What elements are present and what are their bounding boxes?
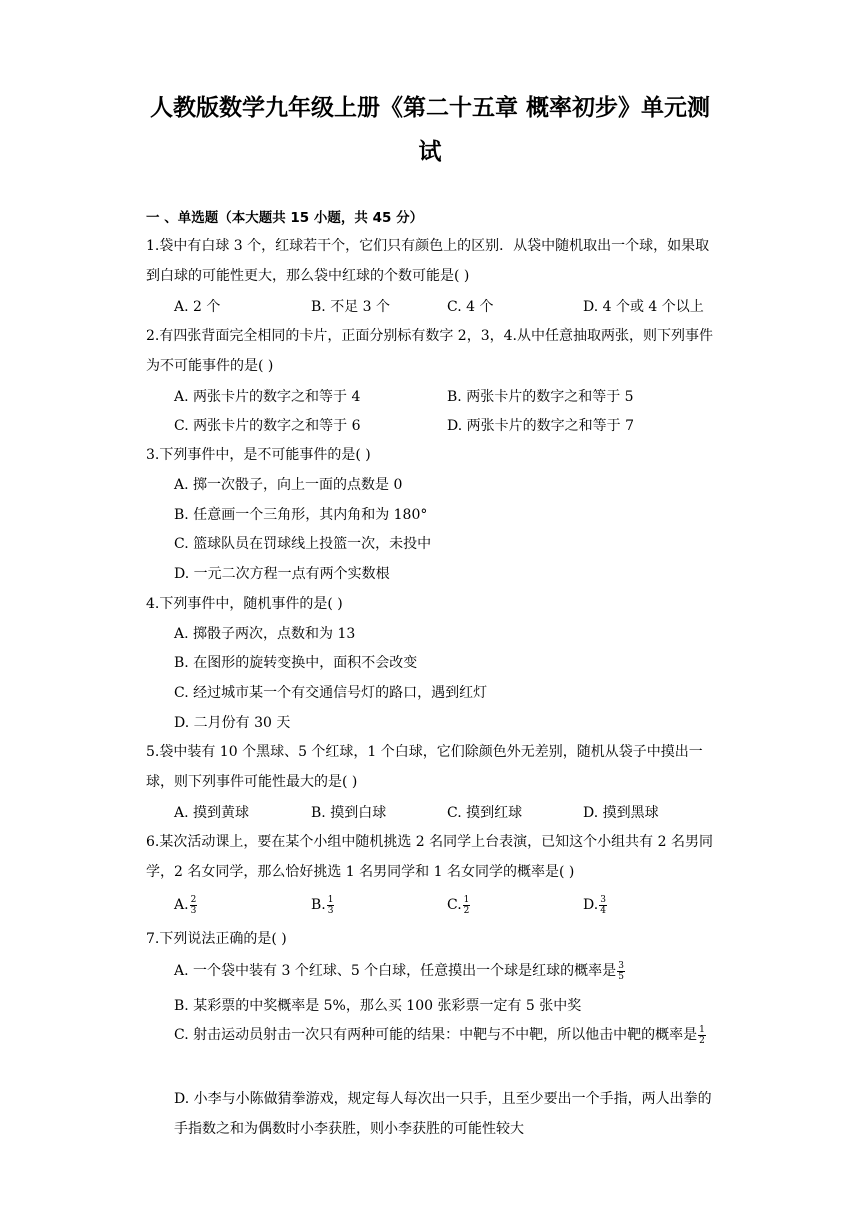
question-5-option-b[interactable]: B. 摸到白球 — [311, 805, 387, 821]
question-2-options-row2 — [174, 411, 719, 441]
question-2-option-c[interactable]: C. 两张卡片的数字之和等于 6 — [174, 418, 361, 434]
question-5-stem: 5.袋中装有 10 个黑球、5 个红球，1 个白球，它们除颜色外无差别，随机从袋子中摸出一球，则下列事件可能性最大的是( ) — [146, 744, 703, 790]
fraction-denominator: 5 — [618, 971, 624, 982]
question-3-option-a[interactable]: A. 掷一次骰子，向上一面的点数是 0 — [174, 477, 403, 493]
question-3-option-c[interactable]: C. 篮球队员在罚球线上投篮一次，未投中 — [174, 536, 432, 552]
question-7-option-b[interactable] — [174, 992, 719, 1022]
question-2-option-a[interactable]: A. 两张卡片的数字之和等于 4 — [174, 389, 361, 405]
question-6-option-b[interactable] — [311, 890, 335, 920]
question-2-option-d[interactable]: D. 两张卡片的数字之和等于 7 — [447, 418, 634, 434]
question-5-option-a[interactable]: A. 摸到黄球 — [174, 805, 250, 821]
question-6-option-a[interactable] — [174, 890, 198, 920]
option-label: A. — [174, 897, 189, 913]
fraction-numerator: 1 — [699, 1024, 705, 1035]
question-7-option-a[interactable] — [174, 957, 719, 987]
question-5-options — [174, 798, 719, 828]
fraction-denominator: 3 — [190, 905, 197, 916]
fraction-numerator: 2 — [190, 894, 197, 905]
question-4-option-a[interactable]: A. 掷骰子两次，点数和为 13 — [174, 626, 356, 642]
option-label: C. — [447, 897, 462, 913]
question-1-stem: 1.袋中有白球 3 个，红球若干个，它们只有颜色上的区别．从袋中随机取出一个球，如果取到白球的可能性更大，那么袋中红球的个数可能是( ) — [146, 238, 710, 284]
question-2-stem: 2.有四张背面完全相同的卡片，正面分别标有数字 2，3，4.从中任意抽取两张，则下列事件为不可能事件的是( ) — [146, 328, 713, 374]
fraction-numerator: 3 — [618, 960, 624, 971]
option-text: B. 某彩票的中奖概率是 5%，那么买 100 张彩票一定有 5 张中奖 — [174, 998, 582, 1014]
question-3-option-d[interactable]: D. 一元二次方程一点有两个实数根 — [174, 566, 390, 582]
question-5-option-c[interactable]: C. 摸到红球 — [447, 805, 523, 821]
question-1-options — [174, 292, 719, 322]
question-1-option-c[interactable]: C. 4 个 — [447, 299, 494, 315]
option-text: D. 小李与小陈做猜拳游戏，规定每人每次出一只手，且至少要出一个手指，两人出拳的手指数之和为偶数时小李获胜，则小李获胜的可能性较大 — [174, 1091, 712, 1137]
question-6-option-d[interactable] — [583, 890, 608, 920]
question-4-option-b[interactable]: B. 在图形的旋转变换中，面积不会改变 — [174, 655, 418, 671]
fraction-denominator: 2 — [699, 1035, 705, 1046]
option-label: D. — [583, 897, 599, 913]
fraction-numerator: 3 — [600, 894, 606, 905]
fraction — [463, 895, 471, 916]
fraction-denominator: 3 — [327, 905, 334, 916]
section-heading: 一 、单选题（本大题共 15 小题，共 45 分） — [146, 210, 424, 226]
question-6-stem: 6.某次活动课上，要在某个小组中随机挑选 2 名同学上台表演，已知这个小组共有 2 名男同学，2 名女同学，那么恰好挑选 1 名男同学和 1 名女同学的概率是( ) — [146, 834, 713, 880]
fraction-numerator: 1 — [327, 894, 334, 905]
question-4-option-c[interactable]: C. 经过城市某一个有交通信号灯的路口，遇到红灯 — [174, 685, 488, 701]
question-4-stem: 4.下列事件中，随机事件的是( ) — [146, 596, 343, 612]
fraction — [698, 1025, 706, 1046]
question-7-option-d[interactable] — [174, 1085, 719, 1145]
fraction-denominator: 2 — [463, 905, 470, 916]
fraction — [599, 895, 607, 916]
question-7-option-c[interactable] — [174, 1021, 719, 1051]
question-1-option-b[interactable]: B. 不足 3 个 — [311, 299, 390, 315]
fraction-denominator: 4 — [600, 905, 606, 916]
question-3-option-b[interactable]: B. 任意画一个三角形，其内角和为 180° — [174, 507, 428, 523]
question-6-option-c[interactable] — [447, 890, 471, 920]
question-7-stem: 7.下列说法正确的是( ) — [146, 931, 287, 947]
question-5-option-d[interactable]: D. 摸到黑球 — [583, 805, 659, 821]
option-text: A. 一个袋中装有 3 个红球、5 个白球，任意摸出一个球是红球的概率是 — [174, 963, 617, 979]
question-4-option-d[interactable]: D. 二月份有 30 天 — [174, 715, 291, 731]
option-text: C. 射击运动员射击一次只有两种可能的结果：中靶与不中靶，所以他击中靶的概率是 — [174, 1027, 698, 1043]
fraction-numerator: 1 — [463, 894, 470, 905]
fraction — [190, 895, 198, 916]
question-1-option-d[interactable]: D. 4 个或 4 个以上 — [583, 299, 704, 315]
page-title: 人教版数学九年级上册《第二十五章 概率初步》单元测试 — [149, 95, 710, 165]
option-label: B. — [311, 897, 326, 913]
fraction — [617, 961, 625, 982]
question-1-option-a[interactable]: A. 2 个 — [174, 299, 221, 315]
question-6-options — [174, 890, 719, 920]
question-3-stem: 3.下列事件中，是不可能事件的是( ) — [146, 447, 371, 463]
fraction — [327, 895, 335, 916]
question-2-options-row1 — [174, 382, 719, 412]
question-2-option-b[interactable]: B. 两张卡片的数字之和等于 5 — [447, 389, 634, 405]
